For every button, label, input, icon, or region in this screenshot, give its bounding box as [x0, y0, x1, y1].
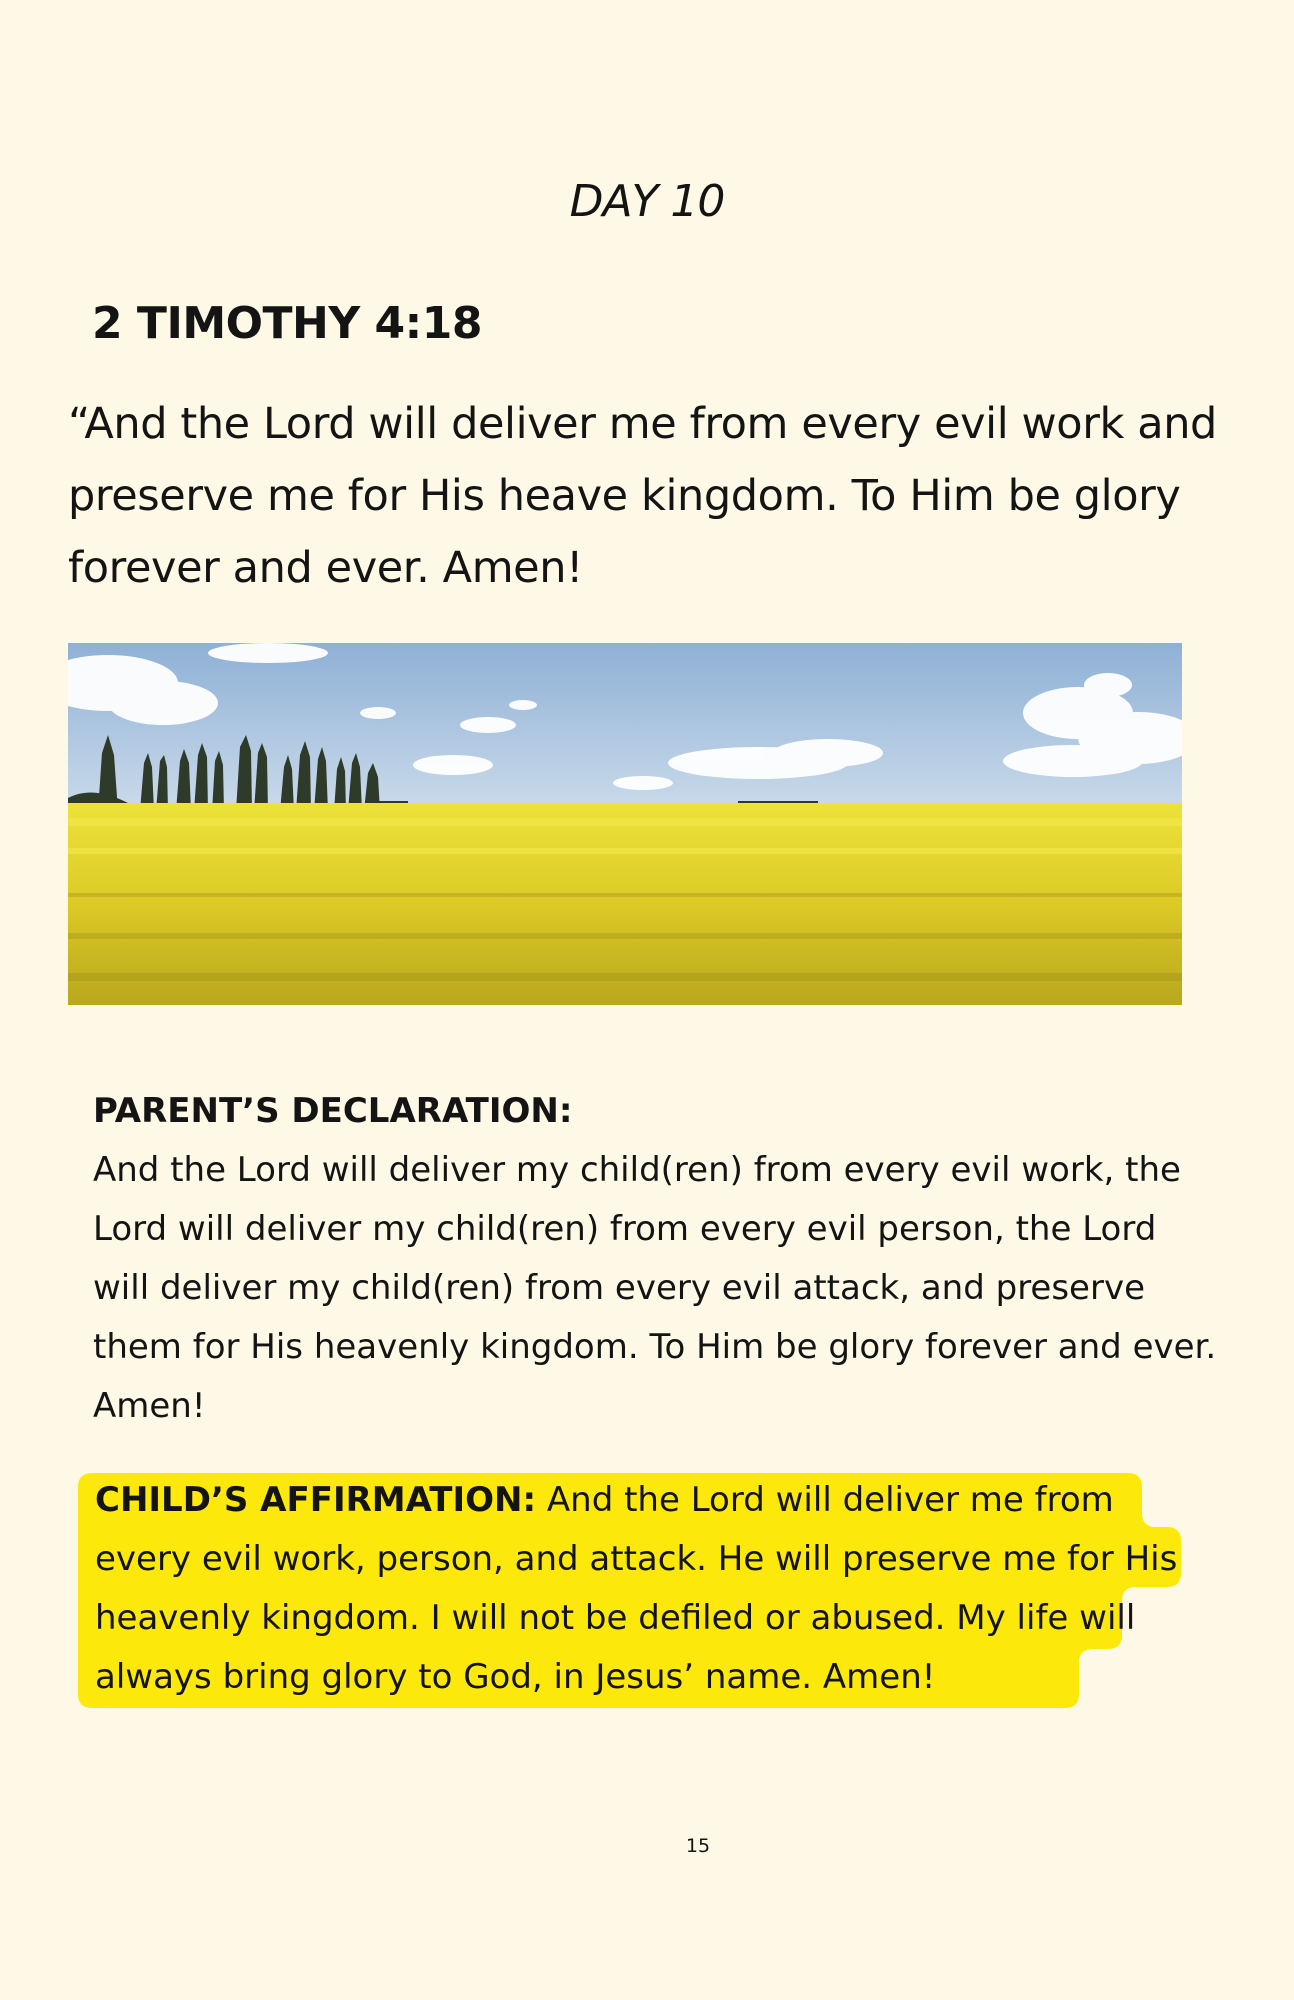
verse-text: “And the Lord will deliver me from every evil work and preserve me for His heave kingdom. To Him be glory forever and ever. Amen!: [68, 399, 1217, 593]
parent-declaration: [93, 1082, 1223, 1436]
child-affirmation-heading: CHILD’S AFFIRMATION:: [95, 1480, 537, 1520]
field-photo: [68, 643, 1182, 1005]
page-number: 15: [685, 1835, 711, 1857]
child-affirmation: [95, 1471, 1185, 1707]
child-affirmation-text: And the Lord will deliver me from every evil work, person, and attack. He will preserve me for His heavenly kingdom. I will not be defiled or abused. My life will always bring glory to God, in Jesus’ name. Amen!: [95, 1480, 1178, 1697]
day-label: DAY 10: [569, 176, 725, 227]
parent-declaration-text: And the Lord will deliver my child(ren) from every evil work, the Lord will deliver my child(ren) from every evil person, the Lord will deliver my child(ren) from every evil attack, and preserve them for His heavenly kingdom. To Him be glory forever and ever. Amen!: [93, 1150, 1217, 1426]
parent-declaration-heading: PARENT’S DECLARATION:: [93, 1091, 573, 1131]
verse-reference: 2 TIMOTHY 4:18: [92, 298, 482, 349]
